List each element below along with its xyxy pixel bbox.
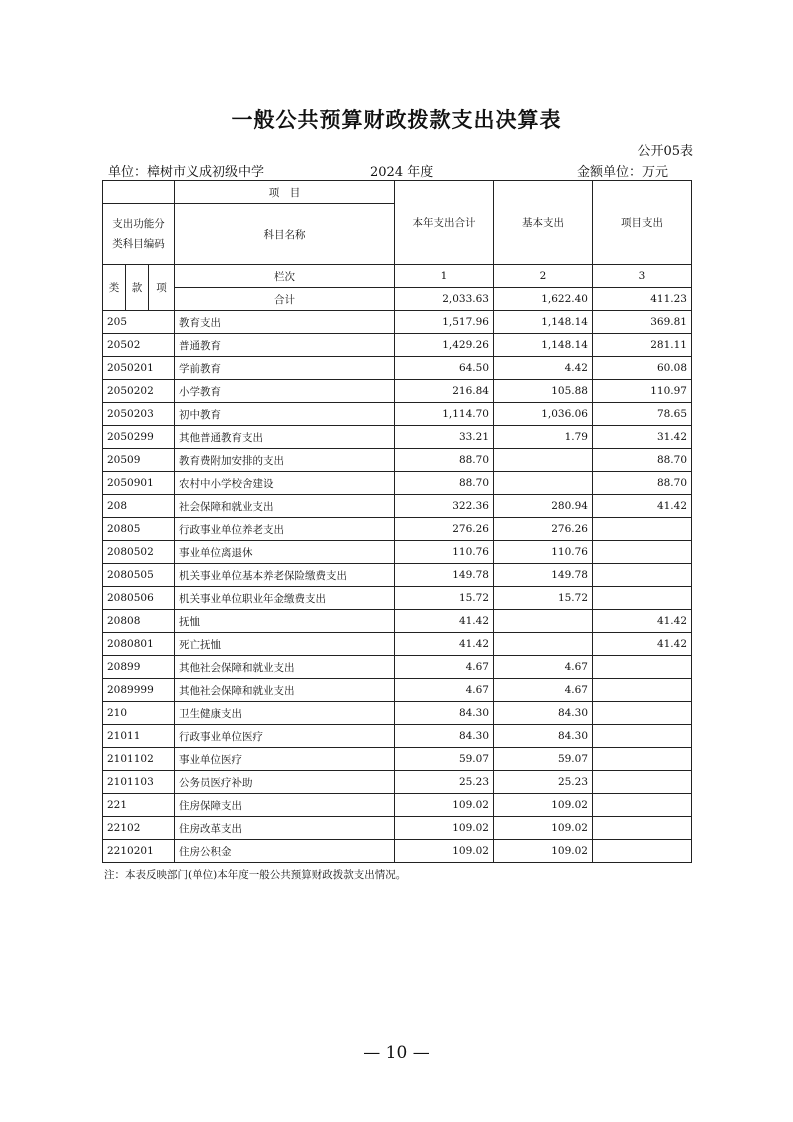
row-name: 卫生健康支出 <box>175 702 395 725</box>
row-name: 抚恤 <box>175 610 395 633</box>
header-row-lanci <box>103 265 692 288</box>
row-name: 其他普通教育支出 <box>175 426 395 449</box>
header-total: 本年支出合计 <box>395 181 494 265</box>
row-total: 59.07 <box>395 748 494 771</box>
row-basic: 4.42 <box>494 357 593 380</box>
header-xiang: 项 <box>149 265 175 311</box>
row-basic <box>494 472 593 495</box>
row-name: 农村中小学校舍建设 <box>175 472 395 495</box>
row-name: 公务员医疗补助 <box>175 771 395 794</box>
row-code: 20502 <box>103 334 175 357</box>
row-name: 住房保障支出 <box>175 794 395 817</box>
row-name: 初中教育 <box>175 403 395 426</box>
row-basic: 4.67 <box>494 656 593 679</box>
row-name: 事业单位医疗 <box>175 748 395 771</box>
row-total: 1,429.26 <box>395 334 494 357</box>
row-basic: 84.30 <box>494 702 593 725</box>
row-code: 2089999 <box>103 679 175 702</box>
header-kuan: 款 <box>126 265 149 311</box>
table-row <box>103 840 692 863</box>
row-name: 小学教育 <box>175 380 395 403</box>
row-basic: 1,036.06 <box>494 403 593 426</box>
row-name: 其他社会保障和就业支出 <box>175 656 395 679</box>
row-basic: 276.26 <box>494 518 593 541</box>
header-row-item <box>103 181 692 204</box>
total-basic: 1,622.40 <box>494 288 593 311</box>
header-col3: 3 <box>593 265 692 288</box>
header-project: 项目支出 <box>593 181 692 265</box>
row-basic: 1,148.14 <box>494 334 593 357</box>
row-basic: 109.02 <box>494 817 593 840</box>
row-total: 84.30 <box>395 725 494 748</box>
row-code: 20808 <box>103 610 175 633</box>
row-name: 其他社会保障和就业支出 <box>175 679 395 702</box>
row-name: 教育支出 <box>175 311 395 334</box>
row-total: 25.23 <box>395 771 494 794</box>
table-row <box>103 610 692 633</box>
row-project <box>593 771 692 794</box>
row-project <box>593 679 692 702</box>
total-label: 合计 <box>175 288 395 311</box>
row-name: 行政事业单位医疗 <box>175 725 395 748</box>
row-basic: 59.07 <box>494 748 593 771</box>
money-unit-label: 金额单位：万元 <box>576 165 668 180</box>
row-code: 20899 <box>103 656 175 679</box>
table-row <box>103 633 692 656</box>
row-total: 276.26 <box>395 518 494 541</box>
row-project: 41.42 <box>593 495 692 518</box>
row-project <box>593 794 692 817</box>
row-code: 2101103 <box>103 771 175 794</box>
row-basic: 105.88 <box>494 380 593 403</box>
page-title: 一般公共预算财政拨款支出决算表 <box>231 108 562 132</box>
row-basic <box>494 449 593 472</box>
table-row <box>103 495 692 518</box>
table-row <box>103 771 692 794</box>
row-code: 2050901 <box>103 472 175 495</box>
row-code: 221 <box>103 794 175 817</box>
row-project: 88.70 <box>593 472 692 495</box>
row-project: 110.97 <box>593 380 692 403</box>
row-project <box>593 518 692 541</box>
row-total: 41.42 <box>395 610 494 633</box>
row-code: 210 <box>103 702 175 725</box>
row-name: 学前教育 <box>175 357 395 380</box>
table-row <box>103 403 692 426</box>
row-project: 369.81 <box>593 311 692 334</box>
header-basic: 基本支出 <box>494 181 593 265</box>
form-number: 公开05表 <box>637 144 693 159</box>
row-code: 2101102 <box>103 748 175 771</box>
row-code: 2080801 <box>103 633 175 656</box>
table-row <box>103 725 692 748</box>
row-code: 205 <box>103 311 175 334</box>
row-code: 2080505 <box>103 564 175 587</box>
table-row <box>103 311 692 334</box>
row-project <box>593 587 692 610</box>
total-total: 2,033.63 <box>395 288 494 311</box>
row-basic: 280.94 <box>494 495 593 518</box>
table-row <box>103 702 692 725</box>
table-row <box>103 541 692 564</box>
row-project: 41.42 <box>593 610 692 633</box>
row-total: 88.70 <box>395 472 494 495</box>
row-name: 行政事业单位养老支出 <box>175 518 395 541</box>
row-name: 普通教育 <box>175 334 395 357</box>
row-project: 41.42 <box>593 633 692 656</box>
table-row <box>103 817 692 840</box>
row-code: 2080506 <box>103 587 175 610</box>
table-row <box>103 679 692 702</box>
year-label: 2024 年度 <box>370 165 434 180</box>
row-project <box>593 725 692 748</box>
total-project: 411.23 <box>593 288 692 311</box>
row-name: 教育费附加安排的支出 <box>175 449 395 472</box>
row-code: 2050201 <box>103 357 175 380</box>
row-project <box>593 541 692 564</box>
row-total: 110.76 <box>395 541 494 564</box>
expenditure-table <box>102 180 692 863</box>
row-total: 216.84 <box>395 380 494 403</box>
row-name: 住房改革支出 <box>175 817 395 840</box>
table-row <box>103 334 692 357</box>
row-project <box>593 702 692 725</box>
row-project: 60.08 <box>593 357 692 380</box>
row-project <box>593 817 692 840</box>
row-code: 2050299 <box>103 426 175 449</box>
table-row <box>103 426 692 449</box>
row-code: 2080502 <box>103 541 175 564</box>
table-row <box>103 449 692 472</box>
row-project: 281.11 <box>593 334 692 357</box>
row-code: 2050202 <box>103 380 175 403</box>
row-total: 109.02 <box>395 817 494 840</box>
row-basic <box>494 610 593 633</box>
footnote: 注：本表反映部门(单位)本年度一般公共预算财政拨款支出情况。 <box>104 869 407 881</box>
row-total: 1,114.70 <box>395 403 494 426</box>
row-total: 64.50 <box>395 357 494 380</box>
table-row <box>103 380 692 403</box>
row-basic: 110.76 <box>494 541 593 564</box>
row-total: 149.78 <box>395 564 494 587</box>
row-project <box>593 656 692 679</box>
header-item: 项 目 <box>175 181 395 204</box>
row-code: 20509 <box>103 449 175 472</box>
row-code: 2210201 <box>103 840 175 863</box>
header-lei: 类 <box>103 265 126 311</box>
row-total: 88.70 <box>395 449 494 472</box>
row-name: 事业单位离退休 <box>175 541 395 564</box>
page-number: — 10 — <box>363 1043 430 1063</box>
table-row <box>103 564 692 587</box>
row-total: 1,517.96 <box>395 311 494 334</box>
row-project: 88.70 <box>593 449 692 472</box>
row-basic <box>494 633 593 656</box>
table-row <box>103 656 692 679</box>
table-row <box>103 472 692 495</box>
unit-label: 单位：樟树市义成初级中学 <box>108 165 265 180</box>
row-name: 死亡抚恤 <box>175 633 395 656</box>
row-basic: 25.23 <box>494 771 593 794</box>
total-row <box>103 288 692 311</box>
row-total: 84.30 <box>395 702 494 725</box>
row-total: 109.02 <box>395 840 494 863</box>
row-total: 322.36 <box>395 495 494 518</box>
row-project: 31.42 <box>593 426 692 449</box>
table-row <box>103 357 692 380</box>
table-row <box>103 587 692 610</box>
row-name: 机关事业单位职业年金缴费支出 <box>175 587 395 610</box>
row-code: 21011 <box>103 725 175 748</box>
row-code: 208 <box>103 495 175 518</box>
header-lanci: 栏次 <box>175 265 395 288</box>
header-col1: 1 <box>395 265 494 288</box>
row-basic: 109.02 <box>494 794 593 817</box>
row-code: 20805 <box>103 518 175 541</box>
row-total: 41.42 <box>395 633 494 656</box>
row-basic: 4.67 <box>494 679 593 702</box>
row-name: 机关事业单位基本养老保险缴费支出 <box>175 564 395 587</box>
row-basic: 109.02 <box>494 840 593 863</box>
header-col2: 2 <box>494 265 593 288</box>
row-name: 住房公积金 <box>175 840 395 863</box>
header-name: 科目名称 <box>175 204 395 265</box>
row-total: 109.02 <box>395 794 494 817</box>
row-basic: 1.79 <box>494 426 593 449</box>
row-project <box>593 748 692 771</box>
row-project <box>593 840 692 863</box>
row-code: 2050203 <box>103 403 175 426</box>
row-total: 33.21 <box>395 426 494 449</box>
table-row <box>103 794 692 817</box>
row-project <box>593 564 692 587</box>
row-total: 4.67 <box>395 656 494 679</box>
row-project: 78.65 <box>593 403 692 426</box>
header-code: 支出功能分类科目编码 <box>103 204 175 265</box>
row-basic: 84.30 <box>494 725 593 748</box>
row-basic: 149.78 <box>494 564 593 587</box>
table-row <box>103 748 692 771</box>
row-total: 4.67 <box>395 679 494 702</box>
table-row <box>103 518 692 541</box>
row-code: 22102 <box>103 817 175 840</box>
row-total: 15.72 <box>395 587 494 610</box>
row-basic: 1,148.14 <box>494 311 593 334</box>
row-name: 社会保障和就业支出 <box>175 495 395 518</box>
row-basic: 15.72 <box>494 587 593 610</box>
